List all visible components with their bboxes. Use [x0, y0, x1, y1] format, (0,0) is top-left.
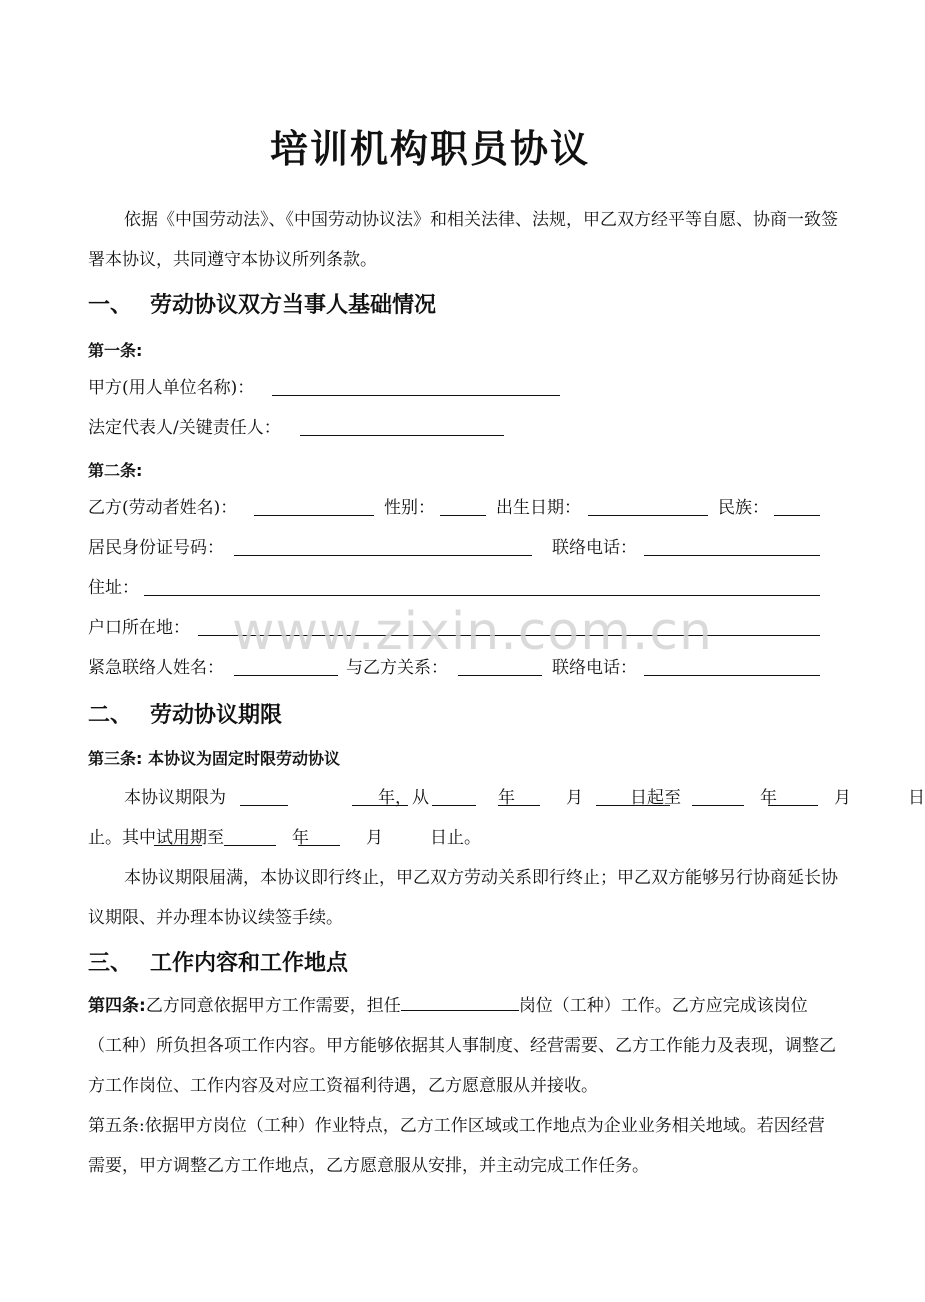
- probation-day-suffix: 日止。: [430, 828, 481, 848]
- probation-month-suffix: 月: [366, 828, 383, 848]
- address-blank: [144, 595, 820, 596]
- hukou-label: 户口所在地：: [88, 618, 190, 638]
- term-end-day-blank: [768, 805, 818, 806]
- emergency-phone-blank: [644, 675, 820, 676]
- gender-blank: [440, 515, 486, 516]
- legal-rep-label: 法定代表人/关键责任人：: [88, 418, 281, 438]
- intro-paragraph: 依据《中国劳动法》、《中国劳动协议法》和相关法律、法规，甲乙双方经平等自愿、协商一致签署本协议，共同遵守本协议所列条款。: [88, 210, 838, 270]
- birth-blank: [588, 515, 708, 516]
- party-b-blank: [254, 515, 374, 516]
- term-years-suffix: 年，从: [378, 788, 429, 808]
- party-a-label: 甲方(用人单位名称)：: [88, 378, 255, 398]
- term-end-day-suffix: 日: [908, 788, 925, 808]
- clause-3-label: 第三条: 本协议为固定时限劳动协议: [88, 749, 340, 768]
- document-title: 培训机构职员协议: [269, 127, 590, 171]
- term-end-year-blank: [596, 805, 670, 806]
- term-start-month-suffix: 月: [566, 788, 583, 808]
- clause-4-text-b: 岗位（工种）工作。乙方应完成该岗位（工种）所负担各项工作内容。甲方能够依据其人事制度、经营需要、乙方工作能力及表现，调整乙方工作岗位、工作内容及对应工资福利待遇，乙方愿意服从并接收。: [88, 996, 836, 1096]
- section-1-title: 劳动协议双方当事人基础情况: [150, 293, 437, 318]
- section-2-title: 劳动协议期限: [150, 703, 283, 728]
- term-start-day-blank: [498, 805, 540, 806]
- clause-2-label: 第二条:: [88, 461, 143, 480]
- gender-label: 性别：: [384, 498, 435, 518]
- section-1-number: 一、: [88, 293, 133, 318]
- position-blank: [401, 990, 519, 1011]
- clause-5-label: 第五条:: [88, 1116, 145, 1136]
- probation-day-blank: [298, 845, 340, 846]
- section-3-number: 三、: [88, 951, 133, 976]
- clause-5-paragraph: [88, 1106, 838, 1186]
- emergency-phone-label: 联络电话：: [552, 658, 637, 678]
- id-number-label: 居民身份证号码：: [88, 538, 224, 558]
- watermark: www.zixin.com.cn: [232, 602, 713, 662]
- clause-1-label: 第一条:: [88, 341, 143, 360]
- emergency-name-label: 紧急联络人姓名：: [88, 658, 224, 678]
- phone-blank: [644, 555, 820, 556]
- relation-blank: [458, 675, 542, 676]
- clause-5-text: 依据甲方岗位（工种）作业特点，乙方工作区域或工作地点为企业业务相关地域。若因经营需要，甲方调整乙方工作地点，乙方愿意服从安排，并主动完成工作任务。: [88, 1116, 825, 1176]
- birth-label: 出生日期：: [496, 498, 581, 518]
- section-2-heading: [88, 698, 282, 729]
- term-start-month-blank: [432, 805, 476, 806]
- ethnicity-blank: [774, 515, 820, 516]
- term-end-month-suffix: 月: [834, 788, 851, 808]
- term-start-year-blank: [352, 805, 408, 806]
- probation-intro-text: 止。其中试用期至: [88, 828, 224, 848]
- term-expiry-paragraph: 本协议期限届满，本协议即行终止，甲乙双方劳动关系即行终止；甲乙双方能够另行协商延长协议期限、并办理本协议续签手续。: [88, 868, 838, 928]
- relation-label: 与乙方关系：: [346, 658, 448, 678]
- section-3-heading: [88, 946, 348, 977]
- party-b-label: 乙方(劳动者姓名)：: [88, 498, 238, 518]
- emergency-name-blank: [234, 675, 338, 676]
- clause-4-text-a: 乙方同意依据甲方工作需要，担任: [145, 996, 401, 1016]
- address-label: 住址：: [88, 578, 139, 598]
- ethnicity-label: 民族：: [718, 498, 769, 518]
- term-start-year-suffix: 年: [498, 788, 515, 808]
- party-a-blank: [272, 395, 560, 396]
- term-years-blank: [240, 805, 288, 806]
- clause-4-label: 第四条:: [88, 996, 146, 1016]
- phone-label: 联络电话：: [552, 538, 637, 558]
- probation-month-blank: [224, 845, 276, 846]
- id-number-blank: [234, 555, 532, 556]
- clause-4-paragraph: [88, 986, 838, 1106]
- term-intro-text: 本协议期限为: [124, 788, 226, 808]
- term-end-year-suffix: 年: [760, 788, 777, 808]
- section-2-number: 二、: [88, 703, 133, 728]
- section-3-title: 工作内容和工作地点: [150, 951, 349, 976]
- term-start-day-suffix: 日起至: [630, 788, 681, 808]
- probation-year-suffix: 年: [292, 828, 309, 848]
- section-1-heading: [88, 288, 436, 319]
- term-end-month-blank: [692, 805, 744, 806]
- legal-rep-blank: [300, 435, 504, 436]
- probation-year-blank: [154, 845, 202, 846]
